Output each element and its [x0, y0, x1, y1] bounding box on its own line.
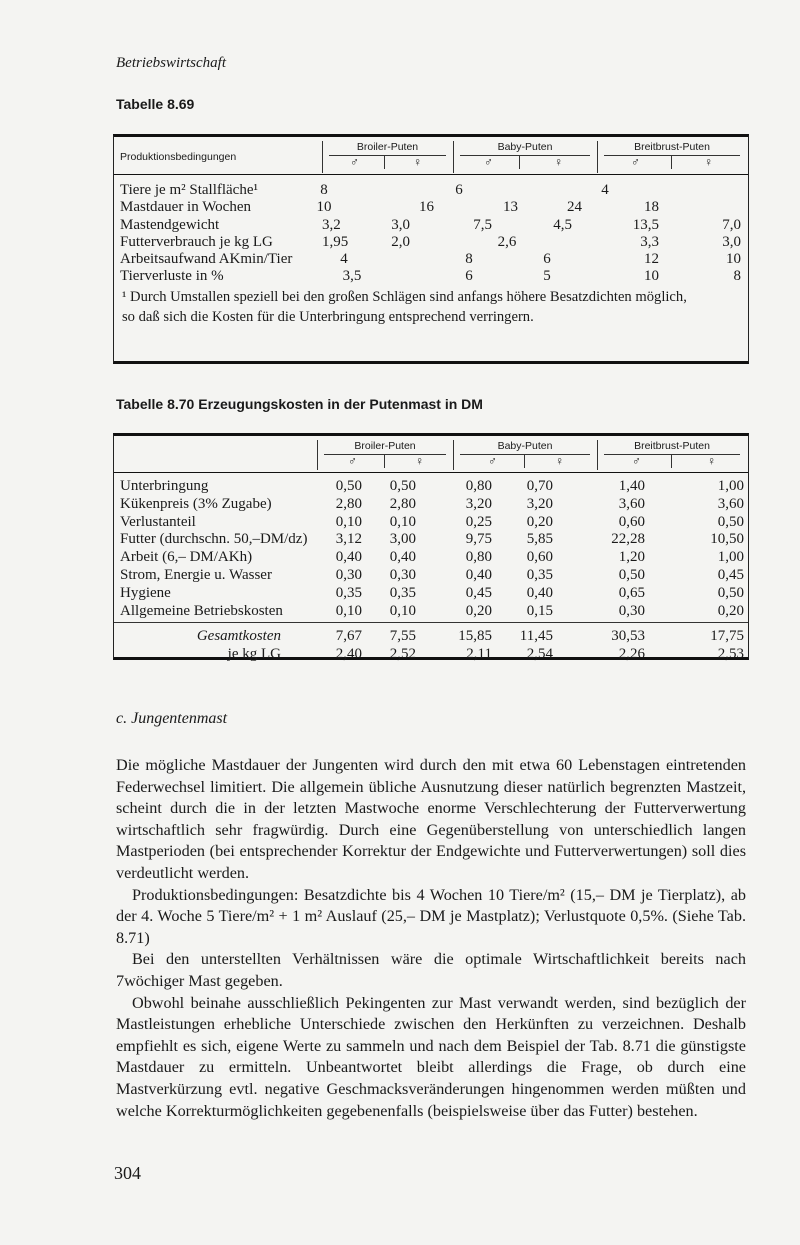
table-cell: 10: [316, 199, 332, 215]
table1-title: Tabelle 8.69: [116, 96, 195, 112]
table-cell: 0,10: [389, 513, 416, 530]
total-cell: 15,85: [458, 628, 492, 644]
running-header: Betriebswirtschaft: [116, 55, 226, 71]
table-cell: 1,20: [618, 549, 645, 566]
table-cell: 0,30: [389, 567, 416, 583]
table-cell: 0,50: [717, 584, 744, 601]
table-cell: 5: [543, 268, 551, 284]
table-cell: 1,00: [717, 478, 744, 494]
male-symbol: ♂: [488, 454, 497, 468]
table-cell: 13,5: [632, 217, 659, 233]
total-cell: 7,67: [335, 628, 362, 644]
total-cell: 17,75: [710, 628, 744, 644]
table-cell: 0,30: [618, 602, 645, 619]
table-cell: 10,50: [710, 531, 744, 548]
table-cell: 0,50: [618, 567, 645, 583]
table2-group-baby: Baby-Puten: [497, 440, 553, 452]
table-cell: 12: [644, 251, 659, 267]
total-cell: 2,11: [466, 645, 492, 662]
section-title: c. Jungentenmast: [116, 710, 228, 727]
male-symbol: ♂: [348, 454, 357, 468]
table-cell: 10: [726, 251, 741, 267]
total-cell: 2,52: [389, 645, 416, 662]
table-cell: 6: [543, 251, 551, 267]
footnote-line: ¹ Durch Umstallen speziell bei den großen Schlägen sind anfangs höhere Besatzdichten möglich,: [122, 289, 687, 305]
row-label: Allgemeine Betriebskosten: [120, 602, 283, 619]
table-cell: 0,50: [389, 478, 416, 494]
table-cell: 7,0: [722, 217, 741, 233]
table-cell: 13: [503, 199, 518, 215]
table2-group-broiler: Broiler-Puten: [354, 440, 416, 452]
table-cell: 0,10: [335, 513, 362, 530]
paragraph: Obwohl beinahe ausschließlich Pekingenten zur Mast verwandt werden, sind bezüglich der Mastleistungen erhebliche Unterschiede zwischen den Herkünften zu verzeichnen. Deshalb empfiehlt es sich, eigene Werte zu sammeln und nach dem Beispiel der Tab. 8.71 die günstigste Mastdauer zu ermitteln. Unbeantwortet bleibt allerdings die Frage, ob durch eine Mastverkürzung evtl. negative Geschmacksveränderungen hingenommen werden müßten und welche Korrekturmöglichkeiten gegebenenfalls (beispielsweise über das Futter) bestehen.: [116, 993, 746, 1120]
table-cell: 3,60: [717, 495, 744, 512]
table-cell: 4: [340, 251, 348, 267]
table-cell: 1,95: [322, 234, 349, 250]
paragraph: Produktionsbedingungen: Besatzdichte bis 4 Wochen 10 Tiere/m² (15,– DM je Tierplatz), ab der 4. Woche 5 Tiere/m² + 1 m² Auslauf (25,– DM je Mastplatz); Verlustquote 0,5%. (Siehe Tab. 8.71): [116, 885, 746, 947]
total-cell: 7,55: [389, 628, 416, 644]
table-cell: 3,3: [640, 234, 659, 250]
table-cell: 24: [567, 199, 582, 215]
table-cell: 5,85: [526, 531, 553, 548]
table1-group-broiler: Broiler-Puten: [356, 141, 419, 153]
row-label: Tierverluste in %: [120, 268, 224, 284]
row-label: Hygiene: [120, 584, 171, 601]
table-cell: 0,45: [465, 584, 492, 601]
table-cell: 0,80: [465, 478, 492, 494]
table-cell: 0,35: [526, 567, 553, 583]
male-symbol: ♂: [632, 454, 641, 468]
table-cell: 1,40: [618, 478, 645, 494]
table-cell: 0,40: [389, 549, 416, 566]
table2-group-breitbrust: Breitbrust-Puten: [634, 440, 710, 452]
table-cell: 3,12: [335, 531, 362, 548]
table-cell: 0,35: [335, 584, 362, 601]
table-cell: 0,25: [465, 513, 492, 530]
male-symbol: ♂: [631, 155, 640, 169]
row-label: Verlustanteil: [120, 513, 196, 530]
table-cell: 2,0: [391, 234, 410, 250]
total-cell: 11,45: [519, 628, 553, 644]
row-label: Unterbringung: [120, 478, 209, 494]
male-symbol: ♂: [350, 155, 359, 169]
table-cell: 3,60: [618, 495, 645, 512]
table-cell: 2,80: [335, 495, 362, 512]
table-cell: 10: [644, 268, 659, 284]
total-cell: 2,26: [618, 645, 645, 662]
male-symbol: ♂: [484, 155, 493, 169]
table-cell: 0,50: [717, 513, 744, 530]
table-cell: 0,20: [465, 602, 492, 619]
table-cell: 16: [419, 199, 434, 215]
table-cell: 0,30: [335, 567, 362, 583]
female-symbol: ♀: [554, 155, 563, 169]
table-cell: 0,70: [526, 478, 553, 494]
table-cell: 0,20: [526, 513, 553, 530]
table-cell: 3,5: [342, 268, 362, 284]
table-cell: 0,45: [717, 567, 744, 583]
row-label: Mastendgewicht: [120, 217, 220, 233]
table-cell: 0,10: [335, 602, 362, 619]
table-cell: 4: [601, 182, 609, 198]
table-cell: 0,40: [335, 549, 362, 566]
row-label: Arbeitsaufwand AKmin/Tier: [120, 251, 293, 267]
table-cell: 0,10: [389, 602, 416, 619]
paragraph: Die mögliche Mastdauer der Jungenten wird durch den mit etwa 60 Lebenstagen eintretenden Federwechsel limitiert. Die allgemein übliche Ausnutzung dieser natürlich begrenzten Mastzeit, scheint durch die in der letzten Mastwoche enorme Verschlechterung der Futterverwertung wirtschaftlich sehr fragwürdig. Durch eine Gegenüberstellung von unterschiedlich langen Mastperioden (bei entsprechender Korrektur der Endgewichte und Futterverwertungen) soll dies verdeutlicht werden.: [116, 756, 746, 882]
female-symbol: ♀: [415, 454, 424, 468]
row-label: Arbeit (6,– DM/AKh): [120, 549, 253, 566]
row-label: Kükenpreis (3% Zugabe): [120, 495, 272, 512]
table-cell: 0,35: [389, 584, 416, 601]
row-label: Strom, Energie u. Wasser: [120, 567, 272, 583]
table-cell: 3,00: [389, 531, 416, 548]
table-cell: 3,20: [465, 495, 492, 512]
table1-group-breitbrust: Breitbrust-Puten: [634, 141, 710, 153]
female-symbol: ♀: [413, 155, 422, 169]
table-cell: 9,75: [465, 531, 492, 548]
total-cell: 2,54: [526, 645, 553, 662]
table-cell: 0,40: [526, 584, 553, 601]
table-cell: 2,6: [497, 234, 517, 250]
paragraph: Bei den unterstellten Verhältnissen wäre die optimale Wirtschaftlichkeit bereits nach 7wöchiger Mast gegeben.: [116, 950, 746, 990]
table-cell: 8: [465, 251, 473, 267]
table-cell: 3,2: [322, 217, 341, 233]
table-cell: 3,0: [722, 234, 741, 250]
table-cell: 0,60: [618, 513, 645, 530]
footnote-line: so daß sich die Kosten für die Unterbringung entsprechend verringern.: [122, 309, 534, 325]
table-cell: 8: [733, 268, 741, 284]
table-cell: 0,60: [526, 549, 553, 566]
table-cell: 0,15: [526, 602, 553, 619]
total-cell: 2,53: [717, 645, 744, 662]
table-cell: 0,20: [717, 602, 744, 619]
table1-group-baby: Baby-Puten: [497, 141, 553, 153]
table2-title: Tabelle 8.70 Erzeugungskosten in der Putenmast in DM: [116, 396, 483, 412]
body-text: [116, 755, 746, 1122]
total-label: Gesamtkosten: [196, 628, 281, 644]
table1: [113, 134, 749, 364]
row-label: Mastdauer in Wochen: [120, 199, 251, 215]
table-cell: 18: [644, 199, 659, 215]
table2: [113, 433, 749, 660]
table-cell: 0,40: [465, 567, 492, 583]
row-label: Futterverbrauch je kg LG: [120, 234, 273, 250]
table-cell: 8: [320, 182, 328, 198]
table-cell: 3,0: [391, 217, 410, 233]
total-cell: 2,40: [335, 645, 362, 662]
table-cell: 1,00: [717, 549, 744, 566]
female-symbol: ♀: [707, 454, 716, 468]
row-label: Futter (durchschn. 50,–DM/dz): [120, 531, 308, 548]
table-cell: 0,50: [335, 478, 362, 494]
table-cell: 0,80: [465, 549, 492, 566]
table-cell: 3,20: [526, 495, 553, 512]
table-cell: 0,65: [618, 584, 645, 601]
total-label: je kg LG: [227, 645, 281, 662]
female-symbol: ♀: [704, 155, 713, 169]
table1-footnote: [122, 287, 742, 327]
page-number: 304: [114, 1163, 141, 1183]
table-cell: 2,80: [389, 495, 416, 512]
row-label: Tiere je m² Stallfläche¹: [120, 182, 258, 198]
table-cell: 4,5: [553, 217, 572, 233]
female-symbol: ♀: [555, 454, 564, 468]
total-cell: 30,53: [611, 628, 645, 644]
table1-col-label: Produktionsbedingungen: [120, 151, 237, 163]
table-cell: 22,28: [611, 531, 645, 548]
table-cell: 7,5: [473, 217, 492, 233]
table-cell: 6: [455, 182, 463, 198]
table-cell: 6: [465, 268, 473, 284]
